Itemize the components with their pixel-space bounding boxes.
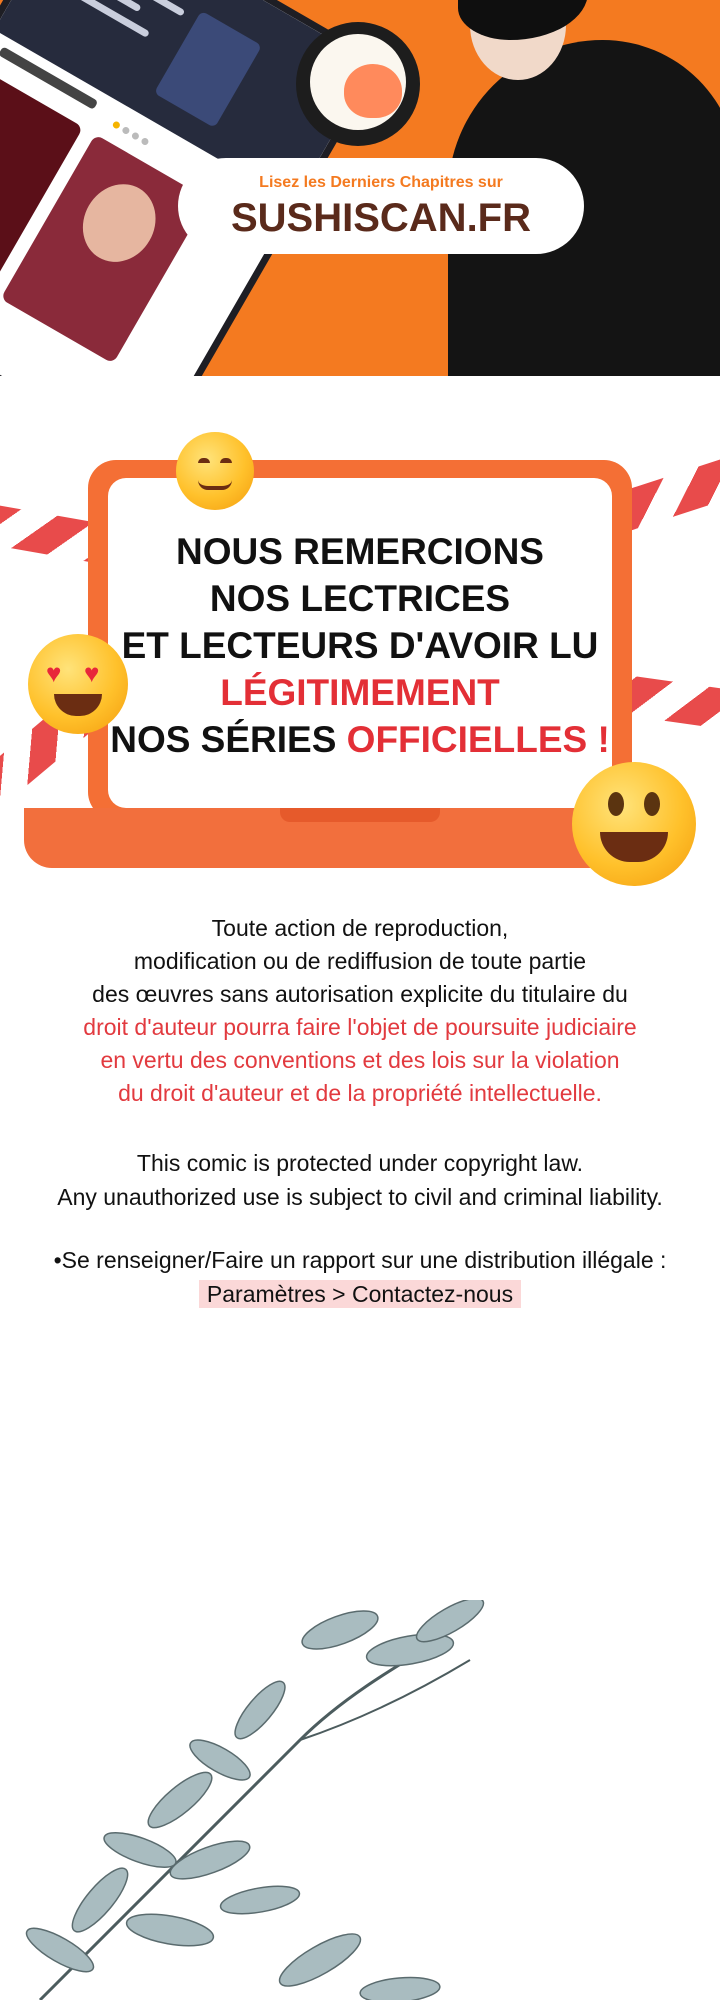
smiling-emoji-icon: [176, 432, 254, 510]
site-link-pill[interactable]: [178, 158, 584, 254]
thanks-line-5: [108, 716, 612, 763]
sushi-salmon-heart: [344, 64, 402, 118]
thanks-line-3: ET LECTEURS D'AVOIR LU: [121, 625, 599, 666]
laptop-screen-content: [108, 478, 612, 808]
copyright-notice: [0, 1146, 720, 1214]
copyright-line-1: This comic is protected under copyright law.: [136, 1150, 584, 1176]
legal-line-5: en vertu des conventions et des lois sur la violation: [100, 1047, 620, 1073]
sushi-logo-icon: [296, 22, 420, 146]
legal-line-2: modification ou de rediffusion de toute partie: [133, 948, 587, 974]
thanks-panel: [0, 420, 720, 900]
phone-cover-image: [154, 11, 262, 128]
legal-line-1: Toute action de reproduction,: [211, 915, 509, 941]
grinning-emoji-icon: [572, 762, 696, 886]
thanks-line-5-part1: NOS SÉRIES: [110, 719, 347, 760]
report-line-1: •Se renseigner/Faire un rapport sur une distribution illégale :: [53, 1247, 667, 1273]
thanks-line-2: NOS LECTRICES: [209, 578, 511, 619]
legal-notice: [0, 912, 720, 1110]
report-notice: [0, 1243, 720, 1311]
legal-line-4: droit d'auteur pourra faire l'objet de poursuite judiciaire: [83, 1014, 637, 1040]
legal-line-6: du droit d'auteur et de la propriété intellectuelle.: [118, 1080, 602, 1106]
promo-banner: [0, 0, 720, 376]
sushi-rice: [310, 34, 406, 130]
legal-line-3: des œuvres sans autorisation explicite du titulaire du: [92, 981, 628, 1007]
thanks-line-1: NOUS REMERCIONS: [176, 531, 544, 572]
thanks-line-4: LÉGITIMEMENT: [220, 672, 500, 713]
settings-contact-path: Paramètres > Contactez-nous: [199, 1280, 521, 1308]
plant-decoration-illustration: [0, 1600, 720, 2000]
laptop-notch: [280, 808, 440, 822]
laptop-screen-frame: [88, 460, 632, 820]
thanks-line-5-part2: OFFICIELLES !: [346, 719, 610, 760]
banner-site-name: SUSHISCAN.FR: [230, 196, 532, 240]
copyright-line-2: Any unauthorized use is subject to civil and criminal liability.: [57, 1184, 663, 1210]
banner-subtitle: Lisez les Derniers Chapitres sur: [259, 174, 503, 191]
heart-eyes-emoji-icon: ♥ ♥: [28, 634, 128, 734]
